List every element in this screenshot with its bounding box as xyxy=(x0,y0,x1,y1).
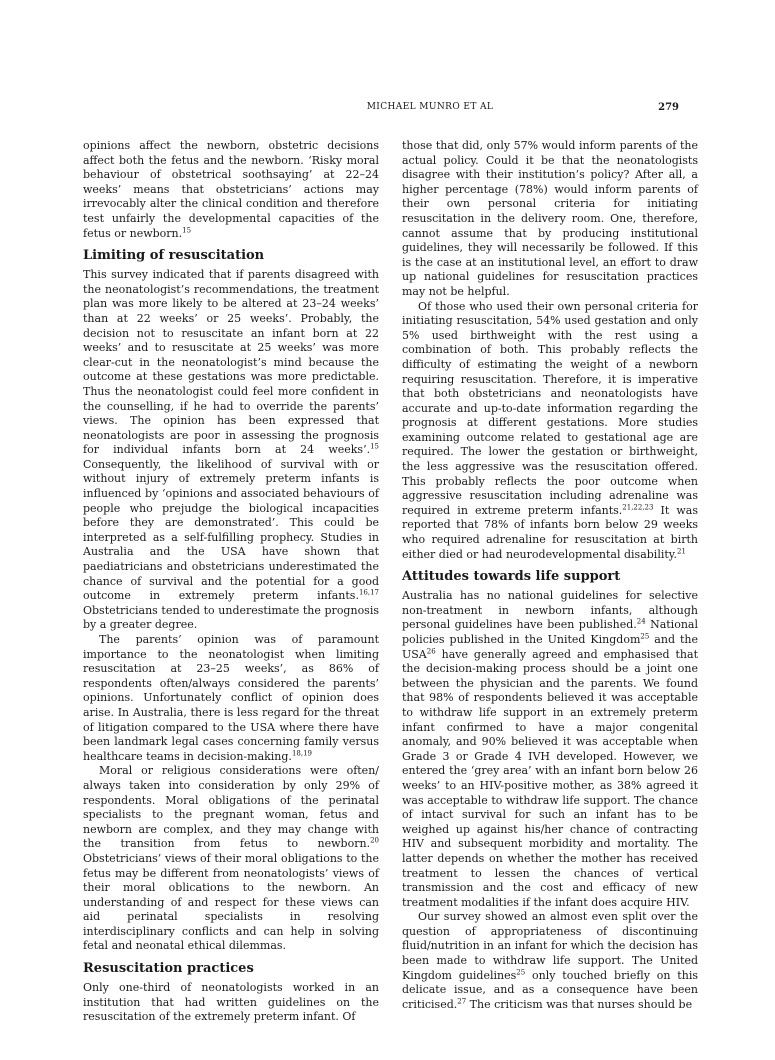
page-header xyxy=(0,102,775,118)
citation: 20 xyxy=(370,836,379,845)
citation: 27 xyxy=(457,997,467,1006)
citation: 25 xyxy=(516,968,526,976)
section-heading-limiting-resuscitation: Limiting of resuscitation xyxy=(83,248,265,264)
paragraph: Moral or religious considerations were often/ always taken into consideration by only 29% of respondents. Moral obligations of the perinatal specialists to the pregnant woman, fetus and newborn are complex, and they may change with the transition from fetus to newborn.$^{20}$ Obstetricians’ views of their moral obligations to the fetus may be different from neonatologists’ views of their moral oblications to the newborn. An understanding of and respect for these views can aid perinatal specialists in resolving interdisciplinary conflicts and can help in solving fetal and neonatal ethical dilemmas. xyxy=(83,764,379,953)
paragraph: Australia has no national guidelines for selective non-treatment in newborn infants, although personal guidelines have been published.$^{24}$ National policies published in the United Kingdom$^{25}$ and the USA$^{26}$ have generally agreed and emphasised that the decision-making process should be a joint one between the physician and the parents. We found that 98% of respondents believed it was acceptable to withdraw life support in an extremely preterm infant confirmed to have a major congenital anomaly, and 90% believed it was acceptable when Grade 3 or Grade 4 IVH developed. However, we entered the ‘grey area’ with an infant born below 26 weeks’ to an HIV-positive mother, as 38% agreed it was acceptable to withdraw life support. The chance of intact survival for such an infant has to be weighed up against his/her chance of contracting HIV and subsequent morbidity and mortality. The latter depends on whether the mother has received treatment to lessen the chances of vertical transmission and the cost and efficacy of new treatment modalities if the infant does acquire HIV. xyxy=(402,589,698,909)
page-number: 279 xyxy=(658,102,679,113)
citation: 21 xyxy=(677,546,686,555)
paragraph: Our survey showed an almost even split over the question of appropriateness of discontinuing fluid/nutrition in an infant for which the decision has been made to withdraw life support. The United Kingdom guidelines$^{25}$ only touched briefly on this delicate issue, and as a consequence have been criticised.$^{27}$ The criticism was that nurses should be xyxy=(402,910,698,1011)
section-heading-resuscitation-practices: Resuscitation practices xyxy=(83,961,254,977)
paragraph: opinions affect the newborn, obstetric decisions affect both the fetus and the newborn. ‘Risky moral behaviour of obstetrical soothsaying’ at 22–24 weeks’ means that obstetricians’ actions may irrevocably alter the clinical condition and therefore test unfairly the developmental capacities of the fetus or newborn.$^{15}$ xyxy=(83,139,379,240)
citation: 26 xyxy=(426,646,436,655)
paragraph: Only one-third of neonatologists worked in an institution that had written guidelines on the resuscitation of the extremely preterm infant. Of xyxy=(83,981,379,1024)
running-head: MICHAEL MUNRO ET AL xyxy=(366,102,494,112)
citation: 18,19 xyxy=(291,749,312,758)
paragraph: Of those who used their own personal criteria for initiating resuscitation, 54% used gestation and only 5% used birthweight with the rest using a combination of both. This probably reflects the difficulty of estimating the weight of a newborn requiring resuscitation. Therefore, it is imperative that both obstetricians and neonatologists have accurate and up-to-date information regarding the prognosis at different gestations. More studies examining outcome related to gestational age are required. The lower the gestation or birthweight, the less aggressive was the resuscitation offered. This probably reflects the poor outcome when aggressive resuscitation including adrenaline was required in extreme preterm infants.$^{21,22,23}$ It was reported that 78% of infants born below 29 weeks who required adrenaline for resuscitation at birth either died or had neurodevelopmental disability.$^{21}$ xyxy=(402,299,698,561)
citation: 16,17 xyxy=(358,588,379,597)
citation: 15 xyxy=(370,442,379,451)
right-column xyxy=(402,139,698,1012)
citation: 15 xyxy=(182,225,192,234)
section-heading-attitudes-life-support: Attitudes towards life support xyxy=(402,569,621,585)
paragraph: those that did, only 57% would inform parents of the actual policy. Could it be that the neonatologists disagree with their institution’s policy? After all, a higher percentage (78%) would inform parents of their own personal criteria for initiating resuscitation in the delivery room. One, therefore, cannot assume that by producing institutional guidelines, they will necessarily be followed. If this is the case at an institutional level, an effort to draw up national guidelines for resuscitation practices may not be helpful. xyxy=(402,139,698,298)
citation: 24 xyxy=(636,617,646,626)
paragraph: The parents’ opinion was of paramount importance to the neonatologist when limiting resuscitation at 23–25 weeks’, as 86% of respondents often/always considered the parents’ opinions. Unfortunately conflict of opinion does arise. In Australia, there is less regard for the threat of litigation compared to the USA where there have been landmark legal cases concerning family versus healthcare teams in decision-making.$^{18,19}$ xyxy=(83,633,379,763)
citation: 21,22,23 xyxy=(622,503,654,512)
citation: 25 xyxy=(640,632,650,641)
paragraph: This survey indicated that if parents disagreed with the neonatologist’s recommendations, the treatment plan was more likely to be altered at 23–24 weeks’ than at 22 weeks’ or 25 weeks’. Probably, the decision not to resuscitate an infant born at 22 weeks’ and to resuscitate at 25 weeks’ was more clear-cut in the neonatologist’s mind because the outcome at these gestations was more predictable. Thus the neonatologist could feel more confident in the counselling, if he had to override the parents’ views. The opinion has been expressed that neonatologists are poor in assessing the prognosis for individual infants born at 24 weeks’.$^{15}$ Consequently, the likelihood of survival with or without injury of extremely preterm infants is influenced by ‘opinions and associated behaviours of people who prejudge the biological incapacities before they are demonstrated’. This could be interpreted as a self-fulfilling prophecy. Studies in Australia and the USA have shown that paediatricians and obstetricians underestimated the chance of survival and the potential for a good outcome in extremely preterm infants.$^{16,17}$ Obstetricians tended to underestimate the prognosis by a greater degree. xyxy=(83,268,379,632)
left-column xyxy=(83,139,379,1025)
